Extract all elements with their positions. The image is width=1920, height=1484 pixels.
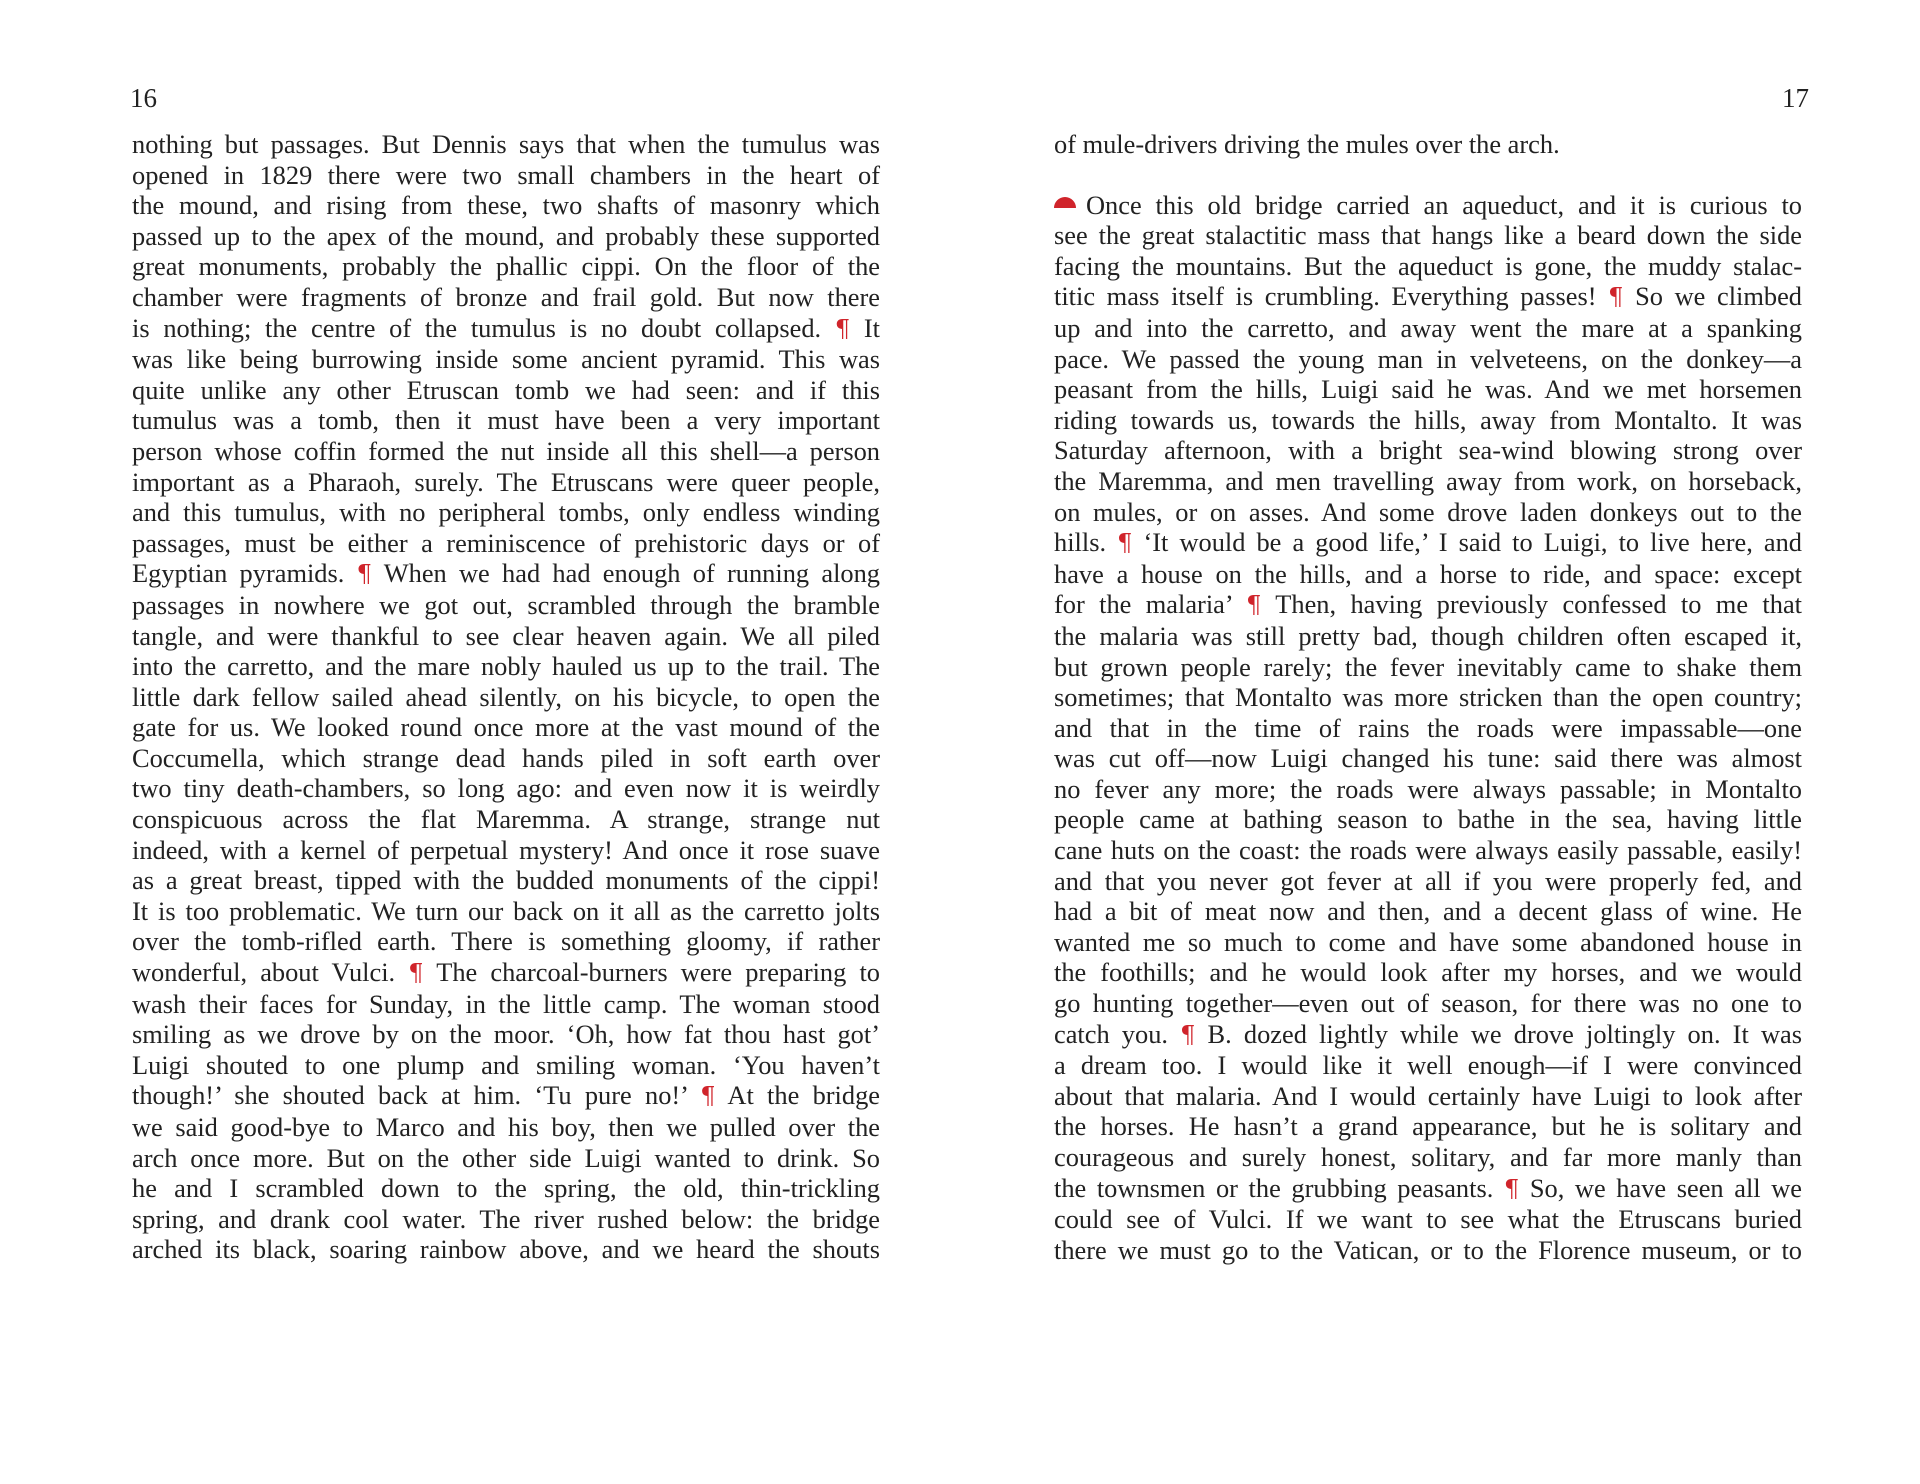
text-segment: It	[850, 312, 881, 343]
text-segment: little dark fellow sailed ahead silently, on his bicycle, to open the	[132, 681, 880, 712]
text-segment: catch you.	[1054, 1018, 1181, 1049]
text-segment: peasant from the hills, Luigi said he was. And we met horsemen	[1054, 374, 1802, 405]
text-segment: Luigi shouted to one plump and smiling woman. ‘You haven’t	[132, 1049, 880, 1080]
text-line	[1054, 1019, 1802, 1051]
text-segment: nothing but passages. But Dennis says that when the tumulus was	[132, 129, 880, 159]
text-line	[132, 190, 880, 221]
text-segment: cane huts on the coast: the roads were always easily passable, easily!	[1054, 835, 1802, 866]
text-line	[1054, 281, 1802, 313]
text-line	[1054, 988, 1802, 1019]
right-body-text	[1054, 129, 1802, 1265]
page-number-left: 16	[130, 83, 157, 113]
text-segment: spring, and drank cool water. The river rushed below: the bridge	[132, 1203, 880, 1234]
text-line	[1054, 129, 1802, 160]
text-line	[1054, 682, 1802, 713]
text-line	[132, 896, 880, 927]
text-line	[1054, 774, 1802, 805]
text-line	[1054, 896, 1802, 927]
text-line	[1054, 713, 1802, 744]
text-segment: is nothing; the centre of the tumulus is no doubt collapsed.	[132, 312, 835, 343]
text-line	[132, 651, 880, 682]
text-segment: for the malaria’	[1054, 589, 1247, 620]
text-segment: riding towards us, towards the hills, away from Montalto. It was	[1054, 404, 1802, 435]
text-segment: and this tumulus, with no peripheral tombs, only endless winding	[132, 497, 880, 528]
text-segment: titic mass itself is crumbling. Everything passes!	[1054, 281, 1609, 312]
text-segment: passages in nowhere we got out, scrambled through the bramble	[132, 589, 880, 620]
text-segment: have a house on the hills, and a horse to ride, and space: except	[1054, 558, 1802, 589]
text-line	[132, 957, 880, 989]
text-line	[1054, 1081, 1802, 1112]
text-line	[132, 743, 880, 774]
paragraph-mark-icon	[1054, 197, 1076, 208]
text-line	[132, 1080, 880, 1112]
text-segment: though!’ she shouted back at him. ‘Tu pure no!’	[132, 1080, 701, 1111]
text-line	[1054, 866, 1802, 897]
text-line	[132, 926, 880, 957]
text-segment: tumulus was a tomb, then it must have been a very important	[132, 405, 880, 436]
text-line	[1054, 1173, 1802, 1205]
text-segment: up and into the carretto, and away went the mare at a spanking	[1054, 312, 1802, 343]
text-segment: The charcoal-burners were preparing to	[423, 957, 880, 988]
text-segment: ‘It would be a good life,’ I said to Luigi, to live here, and	[1132, 527, 1802, 558]
text-line	[132, 1173, 880, 1204]
text-line	[1054, 1204, 1802, 1235]
text-segment: but grown people rarely; the fever inevitably came to shake them	[1054, 651, 1802, 682]
text-segment: we said good-bye to Marco and his boy, then we pulled over the	[132, 1112, 880, 1142]
text-line	[1054, 927, 1802, 958]
text-segment: go hunting together—even out of season, for there was no one to	[1054, 988, 1802, 1019]
text-segment: Then, having previously confessed to me that	[1261, 589, 1802, 620]
text-segment: on mules, or on asses. And some drove laden donkeys out to the	[1054, 496, 1802, 527]
text-line	[1054, 957, 1802, 988]
text-segment: passed up to the apex of the mound, and probably these supported	[132, 220, 880, 251]
text-line	[1054, 344, 1802, 375]
text-line	[1054, 405, 1802, 436]
text-line	[1054, 1111, 1802, 1142]
text-line	[1054, 1142, 1802, 1173]
text-segment: hills.	[1054, 527, 1118, 558]
text-segment: Egyptian pyramids.	[132, 558, 357, 589]
text-line	[1054, 251, 1802, 282]
text-line	[132, 590, 880, 621]
text-segment: Coccumella, which strange dead hands piled in soft earth over	[132, 742, 880, 773]
text-segment: a dream too. I would like it well enough—if I were convinced	[1054, 1050, 1802, 1081]
text-segment: was like being burrowing inside some ancient pyramid. This was	[132, 344, 880, 375]
text-segment: passages, must be either a reminiscence of prehistoric days or of	[132, 527, 880, 558]
text-line	[1054, 804, 1802, 835]
text-line	[132, 621, 880, 652]
text-line	[132, 1234, 880, 1265]
text-line	[1054, 1050, 1802, 1081]
text-segment: opened in 1829 there were two small chambers in the heart of	[132, 159, 880, 190]
text-segment: It is too problematic. We turn our back on it all as the carretto jolts	[132, 895, 880, 926]
pilcrow-mark: ¶	[700, 1082, 716, 1111]
page-number-right: 17	[1782, 83, 1809, 113]
text-segment: the malaria was still pretty bad, though children often escaped it,	[1054, 620, 1802, 651]
text-line	[132, 528, 880, 559]
text-line	[132, 313, 880, 345]
text-segment: had a bit of meat now and then, and a decent glass of wine. He	[1054, 896, 1802, 927]
text-segment: could see of Vulci. If we want to see what the Etruscans buried	[1054, 1204, 1802, 1235]
text-line	[1054, 835, 1802, 866]
text-segment: At the bridge	[715, 1080, 880, 1111]
text-segment: wash their faces for Sunday, in the little camp. The woman stood	[132, 988, 880, 1019]
text-line	[1054, 559, 1802, 590]
text-line	[1054, 220, 1802, 251]
text-line	[132, 436, 880, 467]
text-line	[132, 497, 880, 528]
text-segment: great monuments, probably the phallic cippi. On the floor of the	[132, 251, 880, 282]
text-line	[132, 682, 880, 713]
text-segment: conspicuous across the flat Maremma. A strange, strange nut	[132, 804, 880, 835]
text-segment: was cut off—now Luigi changed his tune: said there was almost	[1054, 743, 1802, 774]
text-line	[1054, 527, 1802, 559]
text-segment: So, we have seen all we	[1519, 1172, 1802, 1203]
text-segment: about that malaria. And I would certainly have Luigi to look after	[1054, 1080, 1802, 1111]
text-segment: When we had had enough of running along	[371, 558, 880, 589]
text-line	[1054, 497, 1802, 528]
text-line	[132, 558, 880, 590]
text-line	[1054, 374, 1802, 405]
pilcrow-mark: ¶	[356, 560, 372, 589]
text-segment: Once this old bridge carried an aqueduct, and it is curious to	[1086, 189, 1802, 220]
text-segment: people came at bathing season to bathe in the sea, having little	[1054, 804, 1802, 835]
text-line	[132, 375, 880, 406]
text-line	[132, 344, 880, 375]
text-segment: no fever any more; the roads were always passable; in Montalto	[1054, 773, 1802, 804]
text-segment: wanted me so much to come and have some abandoned house in	[1054, 926, 1802, 957]
text-segment: the horses. He hasn’t a grand appearance, but he is solitary and	[1054, 1111, 1802, 1142]
text-line	[132, 835, 880, 866]
text-line	[132, 1112, 880, 1143]
pilcrow-mark: ¶	[834, 314, 851, 343]
text-line	[1054, 743, 1802, 774]
text-line	[132, 160, 880, 191]
text-segment: and that in the time of rains the roads were impassable—one	[1054, 712, 1802, 743]
text-line	[132, 712, 880, 743]
text-line	[1054, 466, 1802, 497]
text-line	[132, 221, 880, 252]
text-line	[132, 251, 880, 282]
text-segment: of mule-drivers driving the mules over the arch.	[1054, 129, 1560, 159]
text-line	[1054, 589, 1802, 621]
text-segment: gate for us. We looked round once more at the vast mound of the	[132, 712, 880, 743]
text-line	[1054, 435, 1802, 466]
text-segment: quite unlike any other Etruscan tomb we had seen: and if this	[132, 374, 880, 405]
pilcrow-mark: ¶	[1117, 529, 1133, 558]
text-segment: smiling as we drove by on the moor. ‘Oh, how fat thou hast got’	[132, 1019, 880, 1050]
text-segment: he and I scrambled down to the spring, the old, thin-trickling	[132, 1173, 880, 1204]
text-line	[1054, 190, 1802, 221]
text-segment: as a great breast, tipped with the budded monuments of the cippi!	[132, 865, 880, 896]
pilcrow-mark: ¶	[1180, 1020, 1196, 1049]
text-segment: indeed, with a kernel of perpetual mystery! And once it rose suave	[132, 834, 880, 865]
text-segment: Saturday afternoon, with a bright sea-wind blowing strong over	[1054, 435, 1802, 466]
pilcrow-mark: ¶	[1246, 591, 1262, 620]
text-segment: pace. We passed the young man in velveteens, on the donkey—a	[1054, 343, 1802, 374]
text-segment: the townsmen or the grubbing peasants.	[1054, 1172, 1504, 1203]
text-segment: chamber were fragments of bronze and frail gold. But now there	[132, 281, 880, 312]
text-line	[132, 282, 880, 313]
pilcrow-mark: ¶	[408, 959, 424, 988]
text-segment: facing the mountains. But the aqueduct is gone, the muddy stalac-	[1054, 250, 1802, 281]
text-line	[132, 1050, 880, 1081]
text-segment: B. dozed lightly while we drove joltingly on. It was	[1195, 1018, 1802, 1049]
paragraph-gap	[1054, 160, 1802, 190]
text-line	[132, 405, 880, 436]
text-segment: arch once more. But on the other side Luigi wanted to drink. So	[132, 1142, 880, 1173]
text-segment: courageous and surely honest, solitary, and far more manly than	[1054, 1142, 1802, 1172]
text-segment: the mound, and rising from these, two shafts of masonry which	[132, 190, 880, 221]
left-body-text	[132, 129, 880, 1265]
text-segment: two tiny death-chambers, so long ago: and even now it is weirdly	[132, 773, 880, 804]
text-line	[132, 1204, 880, 1235]
text-segment: arched its black, soaring rainbow above, and we heard the shouts	[132, 1234, 880, 1265]
text-line	[1054, 313, 1802, 344]
text-line	[132, 467, 880, 498]
text-segment: So we climbed	[1623, 281, 1802, 312]
text-line	[132, 865, 880, 896]
text-segment: person whose coffin formed the nut inside all this shell—a person	[132, 435, 880, 466]
text-line	[1054, 621, 1802, 652]
text-segment: sometimes; that Montalto was more stricken than the open country;	[1054, 682, 1802, 713]
pilcrow-mark: ¶	[1608, 283, 1624, 312]
text-line	[132, 989, 880, 1020]
text-line	[1054, 1235, 1802, 1266]
text-line	[132, 129, 880, 160]
text-segment: wonderful, about Vulci.	[132, 957, 409, 988]
text-segment: over the tomb-rifled earth. There is something gloomy, if rather	[132, 926, 880, 957]
text-segment: there we must go to the Vatican, or to the Florence museum, or to	[1054, 1234, 1802, 1265]
text-segment: and that you never got fever at all if you were properly fed, and	[1054, 865, 1802, 896]
text-segment: tangle, and were thankful to see clear heaven again. We all piled	[132, 620, 880, 651]
text-segment: into the carretto, and the mare nobly hauled us up to the trail. The	[132, 651, 880, 682]
pilcrow-mark: ¶	[1503, 1174, 1520, 1203]
text-line	[132, 804, 880, 835]
text-line	[132, 1143, 880, 1174]
right-page	[960, 0, 1920, 1484]
text-line	[132, 773, 880, 804]
text-segment: see the great stalactitic mass that hangs like a beard down the side	[1054, 220, 1802, 251]
text-segment: important as a Pharaoh, surely. The Etruscans were queer people,	[132, 466, 880, 497]
text-segment: the Maremma, and men travelling away from work, on horseback,	[1054, 465, 1802, 496]
text-line	[132, 1019, 880, 1050]
text-line	[1054, 652, 1802, 683]
text-segment: the foothills; and he would look after my horses, and we would	[1054, 957, 1802, 988]
